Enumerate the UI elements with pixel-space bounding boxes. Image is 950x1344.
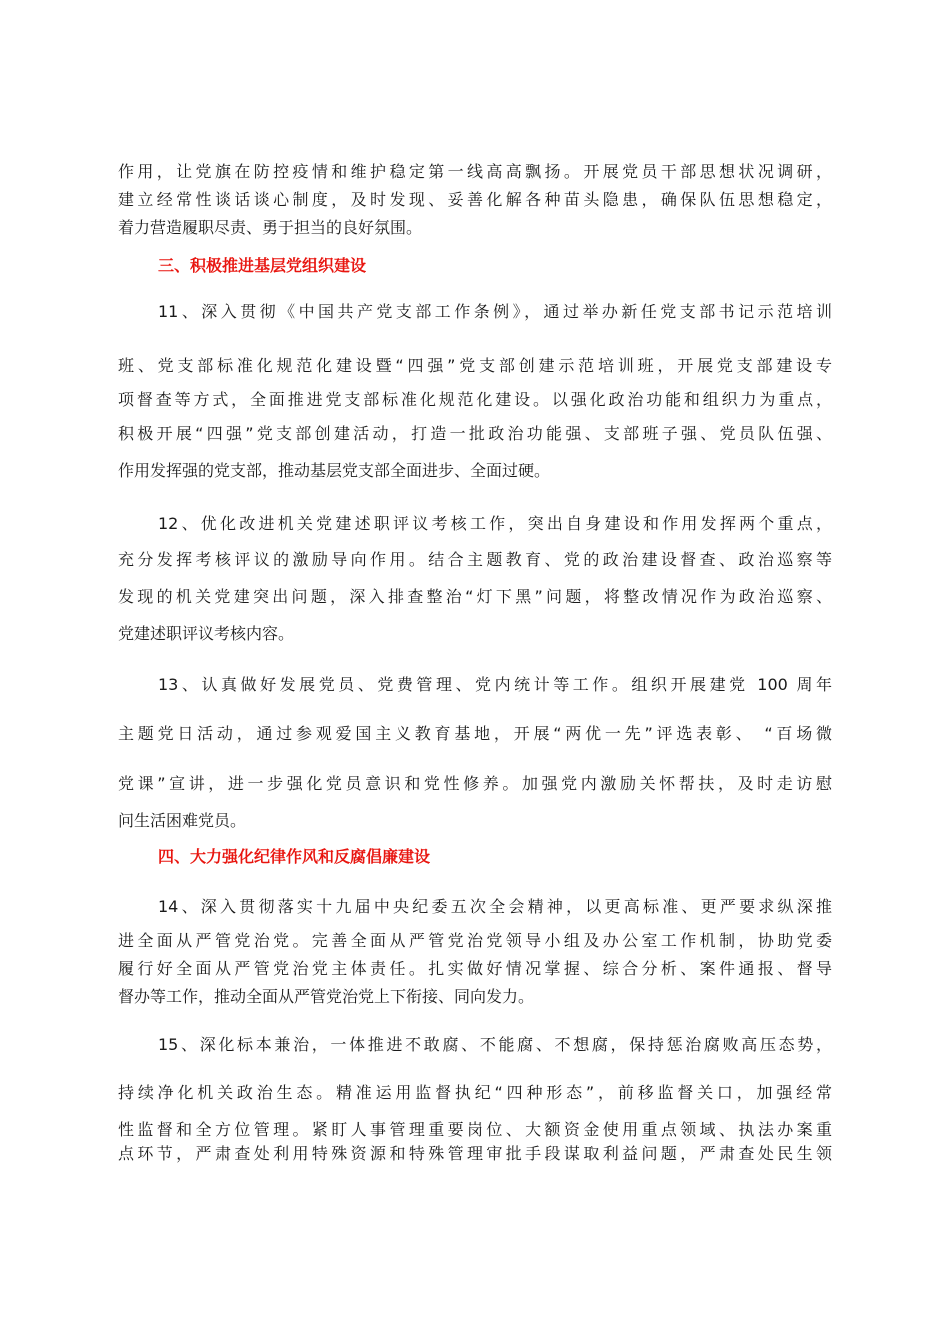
text-line: 班、党支部标准化规范化建设暨“四强”党支部创建示范培训班，开展党支部建设专: [118, 356, 832, 375]
text-line: 作用发挥强的党支部，推动基层党支部全面进步、全面过硬。: [118, 461, 551, 480]
paragraph-12-line: 12、优化改进机关党建述职评议考核工作，突出自身建设和作用发挥两个重点，: [158, 514, 832, 533]
paragraph-11-line: 11、深入贯彻《中国共产党支部工作条例》，通过举办新任党支部书记示范培训: [158, 302, 832, 321]
paragraph-15-line: 15、深化标本兼治，一体推进不敢腐、不能腐、不想腐，保持惩治腐败高压态势，: [158, 1035, 832, 1054]
text-line: 主题党日活动，通过参观爱国主义教育基地，开展“两优一先”评选表彰、 “百场微: [118, 724, 832, 743]
text-line: 建立经常性谈话谈心制度，及时发现、妥善化解各种苗头隐患，确保队伍思想稳定，: [118, 190, 832, 209]
text-line: 督办等工作，推动全面从严管党治党上下衔接、同向发力。: [118, 987, 535, 1006]
text-line: 发现的机关党建突出问题，深入排查整治“灯下黑”问题，将整改情况作为政治巡察、: [118, 587, 832, 606]
text-line: 积极开展“四强”党支部创建活动，打造一批政治功能强、支部班子强、党员队伍强、: [118, 424, 832, 443]
paragraph-14-line: 14、深入贯彻落实十九届中央纪委五次全会精神，以更高标准、更严要求纵深推: [158, 897, 832, 916]
text-line: 持续净化机关政治生态。精准运用监督执纪“四种形态”，前移监督关口，加强经常: [118, 1083, 832, 1102]
text-line: 着力营造履职尽责、勇于担当的良好氛围。: [118, 218, 423, 237]
text-line: 履行好全面从严管党治党主体责任。扎实做好情况掌握、综合分析、案件通报、督导: [118, 959, 832, 978]
section-heading-4: 四、大力强化纪律作风和反腐倡廉建设: [158, 847, 431, 866]
text-line: 作用，让党旗在防控疫情和维护稳定第一线高高飘扬。开展党员干部思想状况调研，: [118, 162, 832, 181]
text-line: 进全面从严管党治党。完善全面从严管党治党领导小组及办公室工作机制，协助党委: [118, 931, 832, 950]
text-line: 项督查等方式，全面推进党支部标准化规范化建设。以强化政治功能和组织力为重点，: [118, 390, 832, 409]
text-line: 性监督和全方位管理。紧盯人事管理重要岗位、大额资金使用重点领域、执法办案重: [118, 1120, 832, 1139]
text-line: 点环节，严肃查处利用特殊资源和特殊管理审批手段谋取利益问题，严肃查处民生领: [118, 1144, 832, 1163]
text-line: 党建述职评议考核内容。: [118, 624, 295, 643]
text-line: 问生活困难党员。: [118, 811, 247, 830]
text-line: 党课”宣讲，进一步强化党员意识和党性修养。加强党内激励关怀帮扶，及时走访慰: [118, 774, 832, 793]
paragraph-13-line: 13、认真做好发展党员、党费管理、党内统计等工作。组织开展建党 100 周年: [158, 675, 832, 694]
section-heading-3: 三、积极推进基层党组织建设: [158, 256, 367, 275]
text-line: 充分发挥考核评议的激励导向作用。结合主题教育、党的政治建设督查、政治巡察等: [118, 550, 832, 569]
